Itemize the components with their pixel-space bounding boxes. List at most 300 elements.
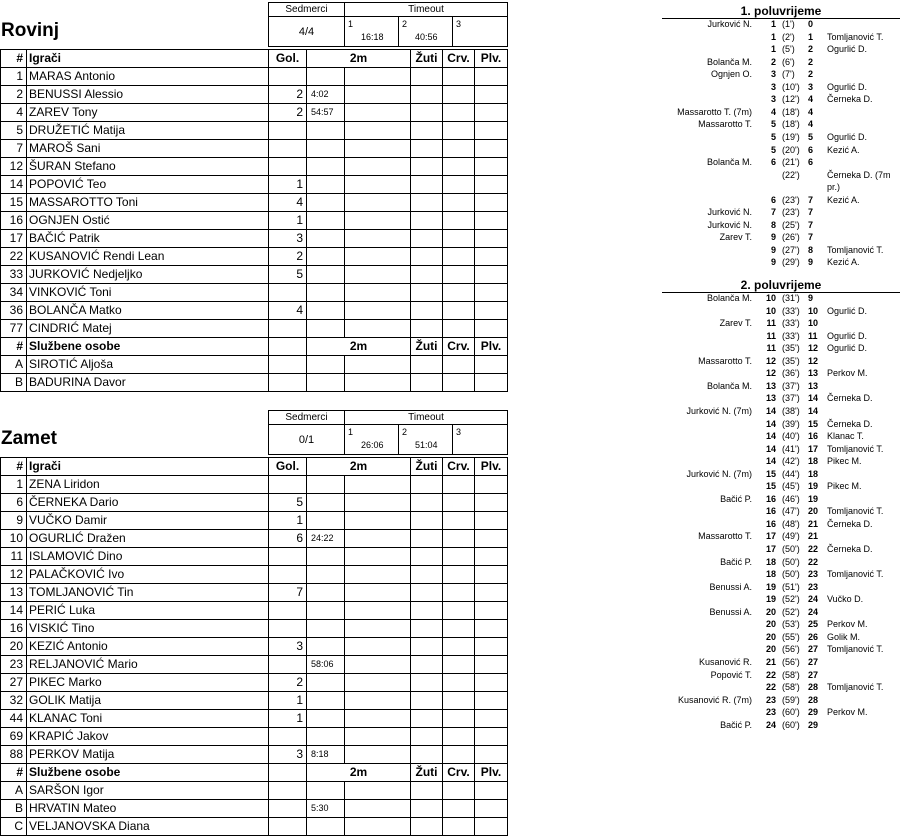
score-away: 10 xyxy=(808,305,819,316)
player-goals: 2 xyxy=(269,674,307,692)
event-minute: (25') xyxy=(782,219,800,230)
player-number: 5 xyxy=(1,122,27,140)
player-name: MASSAROTTO Toni xyxy=(27,194,269,212)
scorer-home: Kusanović R. (7m) xyxy=(677,694,752,705)
timeout-1: 1 26:06 xyxy=(345,425,399,455)
goal-event xyxy=(0,719,900,732)
col-blue-header: Plv. xyxy=(475,338,508,356)
score-home: 6 xyxy=(770,157,776,168)
scorer-away: Ogurlić D. xyxy=(827,44,868,55)
player-number: 34 xyxy=(1,284,27,302)
player-name: KUSANOVIĆ Rendi Lean xyxy=(27,248,269,266)
score-home: 12 xyxy=(766,355,777,366)
col-2m-header: 2m xyxy=(307,50,411,68)
player-number: 15 xyxy=(1,194,27,212)
score-home: 14 xyxy=(766,443,777,454)
scorer-home: Bolanča M. xyxy=(706,293,752,303)
player-number: 12 xyxy=(1,158,27,176)
official-2m-2 xyxy=(345,782,411,800)
score-home: 5 xyxy=(770,131,776,142)
score-home: 9 xyxy=(770,232,776,243)
player-number: 14 xyxy=(1,602,27,620)
score-home: 14 xyxy=(766,456,777,467)
player-2m-1: 4:02 xyxy=(307,86,345,104)
col-number-header: # xyxy=(1,764,27,782)
goal-event xyxy=(0,131,900,144)
player-goals: 5 xyxy=(269,494,307,512)
score-home: 18 xyxy=(766,556,777,567)
score-home: 22 xyxy=(766,682,777,693)
player-2m-2 xyxy=(345,746,411,764)
player-name: PERKOV Matija xyxy=(27,746,269,764)
goal-event xyxy=(0,405,900,418)
col-goals-header: Gol. xyxy=(269,50,307,68)
scorer-away: pr.) xyxy=(827,182,841,193)
player-name: ŠURAN Stefano xyxy=(27,158,269,176)
col-blue-header: Plv. xyxy=(475,50,508,68)
goal-event xyxy=(0,631,900,644)
goal-event xyxy=(0,206,900,219)
col-officials-header: Službene osobe xyxy=(27,338,269,356)
score-away: 13 xyxy=(808,368,819,379)
official-letter: C xyxy=(1,818,27,836)
score-home: 6 xyxy=(770,194,776,205)
player-goals: 2 xyxy=(269,248,307,266)
player-number: 16 xyxy=(1,620,27,638)
goal-event xyxy=(0,430,900,443)
score-away: 4 xyxy=(808,119,814,130)
score-home: 17 xyxy=(766,531,777,542)
scorer-home: Massarotto T. xyxy=(698,531,752,542)
player-2m-1: 58:06 xyxy=(307,656,345,674)
sedmerci-value: 4/4 xyxy=(269,17,345,47)
event-minute: (37') xyxy=(782,380,800,391)
event-minute: (21') xyxy=(782,157,800,168)
score-away: 0 xyxy=(808,19,814,29)
official-letter: A xyxy=(1,356,27,374)
col-players-header: Igrači xyxy=(27,50,269,68)
player-2m-1: 54:57 xyxy=(307,104,345,122)
event-minute: (52') xyxy=(782,594,800,605)
score-away: 27 xyxy=(808,656,819,667)
score-away: 14 xyxy=(808,393,819,404)
score-home: 14 xyxy=(766,431,777,442)
col-2m-header: 2m xyxy=(307,458,411,476)
event-minute: (50') xyxy=(782,569,800,580)
scorer-away: Černeka D. xyxy=(827,393,873,404)
event-minute: (22') xyxy=(782,169,800,180)
scorer-home: Ognjen O. xyxy=(710,69,752,80)
score-away: 13 xyxy=(808,380,819,391)
scorer-away: Tomljanović T. xyxy=(827,682,884,693)
goal-event xyxy=(0,480,900,493)
scorer-home: Bačić P. xyxy=(720,719,752,730)
score-home: 5 xyxy=(770,119,776,130)
col-yellow-header: Žuti xyxy=(411,458,443,476)
event-minute: (42') xyxy=(782,456,800,467)
score-home: 1 xyxy=(770,31,776,42)
player-name: KRAPIĆ Jakov xyxy=(27,728,269,746)
event-minute: (49') xyxy=(782,531,800,542)
team-name-away: Zamet xyxy=(1,428,57,449)
event-minute: (1') xyxy=(782,19,795,29)
score-away: 2 xyxy=(808,44,814,55)
event-minute: (56') xyxy=(782,656,800,667)
score-home: 10 xyxy=(766,305,777,316)
score-away: 1 xyxy=(808,31,814,42)
score-away: 28 xyxy=(808,682,819,693)
goal-event xyxy=(0,68,900,81)
col-red-header: Crv. xyxy=(443,458,475,476)
goal-event xyxy=(0,669,900,682)
event-minute: (31') xyxy=(782,293,800,303)
event-minute: (56') xyxy=(782,644,800,655)
event-minute: (23') xyxy=(782,207,800,218)
score-away: 7 xyxy=(808,219,814,230)
score-home: 21 xyxy=(766,656,777,667)
goal-event xyxy=(0,31,900,44)
score-away: 26 xyxy=(808,631,819,642)
player-number: 16 xyxy=(1,212,27,230)
player-red xyxy=(443,746,475,764)
goal-event xyxy=(0,244,900,257)
event-minute: (5') xyxy=(782,44,795,55)
goal-event xyxy=(0,455,900,468)
goal-event xyxy=(0,181,900,194)
scorer-home: Jurković N. xyxy=(707,207,752,218)
player-name: VUČKO Damir xyxy=(27,512,269,530)
goal-event xyxy=(0,18,900,31)
score-away: 9 xyxy=(808,257,814,268)
goal-event xyxy=(0,342,900,355)
score-home: 15 xyxy=(766,481,777,492)
event-minute: (2') xyxy=(782,31,795,42)
score-away: 19 xyxy=(808,481,819,492)
score-away: 25 xyxy=(808,619,819,630)
goal-event xyxy=(0,643,900,656)
player-name: JURKOVIĆ Nedjeljko xyxy=(27,266,269,284)
score-away: 28 xyxy=(808,694,819,705)
score-away: 6 xyxy=(808,144,814,155)
player-goals: 7 xyxy=(269,584,307,602)
player-name: VINKOVIĆ Toni xyxy=(27,284,269,302)
table-row xyxy=(1,746,508,764)
goal-event xyxy=(0,317,900,330)
event-minute: (39') xyxy=(782,418,800,429)
goal-event xyxy=(0,656,900,669)
player-name: OGNJEN Ostić xyxy=(27,212,269,230)
scorer-away: Ogurlić D. xyxy=(827,343,868,354)
goal-event xyxy=(0,593,900,606)
official-yellow xyxy=(411,800,443,818)
official-yellow xyxy=(411,782,443,800)
event-minute: (52') xyxy=(782,606,800,617)
official-name: SIROTIĆ Aljoša xyxy=(27,356,269,374)
goal-event xyxy=(0,93,900,106)
score-away: 20 xyxy=(808,506,819,517)
player-name: KEZIĆ Antonio xyxy=(27,638,269,656)
goal-event xyxy=(0,106,900,119)
goal-event xyxy=(0,380,900,393)
goal-event xyxy=(0,43,900,56)
score-home: 11 xyxy=(766,330,776,341)
score-away: 15 xyxy=(808,418,819,429)
player-name: CINDRIĆ Matej xyxy=(27,320,269,338)
timeout-2: 2 40:56 xyxy=(399,17,453,47)
event-minute: (6') xyxy=(782,56,795,67)
score-home: 20 xyxy=(766,606,777,617)
scorer-home: Bolanča M. xyxy=(706,157,752,168)
goal-event xyxy=(0,330,900,343)
player-name: PALAČKOVIĆ Ivo xyxy=(27,566,269,584)
scorer-away: Tomljanović T. xyxy=(827,506,884,517)
event-minute: (35') xyxy=(782,355,800,366)
event-minute: (19') xyxy=(782,131,800,142)
player-number: 77 xyxy=(1,320,27,338)
event-minute: (37') xyxy=(782,393,800,404)
scorer-away: Ogurlić D. xyxy=(827,305,868,316)
score-away: 27 xyxy=(808,644,819,655)
col-yellow-header: Žuti xyxy=(411,764,443,782)
player-number: 4 xyxy=(1,104,27,122)
score-away: 11 xyxy=(808,330,818,341)
score-home: 2 xyxy=(770,56,776,67)
score-home: 3 xyxy=(770,69,776,80)
player-name: GOLIK Matija xyxy=(27,692,269,710)
player-name: MAROŠ Sani xyxy=(27,140,269,158)
player-blue xyxy=(475,746,508,764)
scorer-home: Kusanović R. xyxy=(698,656,752,667)
player-name: KLANAC Toni xyxy=(27,710,269,728)
goal-event xyxy=(0,231,900,244)
official-name: BADURINA Davor xyxy=(27,374,269,392)
table-row xyxy=(1,800,508,818)
scorer-home: Bolanča M. xyxy=(706,380,752,391)
player-goals: 6 xyxy=(269,530,307,548)
score-home: 11 xyxy=(766,318,776,329)
col-red-header: Crv. xyxy=(443,338,475,356)
player-name: DRUŽETIĆ Matija xyxy=(27,122,269,140)
score-away: 23 xyxy=(808,569,819,580)
score-away: 4 xyxy=(808,94,814,105)
sedmerci-label: Sedmerci xyxy=(269,3,345,17)
official-letter: A xyxy=(1,782,27,800)
officials-header xyxy=(1,764,508,782)
goal-event xyxy=(0,118,900,131)
event-minute: (45') xyxy=(782,481,800,492)
player-number: 27 xyxy=(1,674,27,692)
scorer-away: Pikec M. xyxy=(827,481,862,492)
score-home: 16 xyxy=(766,518,777,529)
timeout-2: 2 51:04 xyxy=(399,425,453,455)
player-goals: 3 xyxy=(269,638,307,656)
official-blue xyxy=(475,782,508,800)
player-number: 1 xyxy=(1,68,27,86)
goal-event xyxy=(0,156,900,169)
scorer-away: Kezić A. xyxy=(827,194,860,205)
player-name: ISLAMOVIĆ Dino xyxy=(27,548,269,566)
scorer-home: Benussi A. xyxy=(709,606,752,617)
score-home: 4 xyxy=(770,106,776,117)
event-minute: (29') xyxy=(782,257,800,268)
team-name-home: Rovinj xyxy=(1,20,60,41)
player-name: ČERNEKA Dario xyxy=(27,494,269,512)
score-away: 19 xyxy=(808,493,819,504)
player-number: 13 xyxy=(1,584,27,602)
score-away: 12 xyxy=(808,343,819,354)
scorer-away: Tomljanović T. xyxy=(827,244,884,255)
score-away: 24 xyxy=(808,594,819,605)
player-number: 23 xyxy=(1,656,27,674)
col-officials-header: Službene osobe xyxy=(27,764,269,782)
player-goals: 1 xyxy=(269,512,307,530)
score-home: 19 xyxy=(766,594,777,605)
event-minute: (50') xyxy=(782,556,800,567)
col-2m-header: 2m xyxy=(307,338,411,356)
player-name: RELJANOVIĆ Mario xyxy=(27,656,269,674)
scorer-away: Ogurlić D. xyxy=(827,330,868,341)
score-home: 23 xyxy=(766,707,777,718)
event-minute: (46') xyxy=(782,493,800,504)
score-home: 9 xyxy=(770,257,776,268)
event-minute: (7') xyxy=(782,69,795,80)
player-goals: 1 xyxy=(269,176,307,194)
event-minute: (60') xyxy=(782,707,800,718)
col-players-header: Igrači xyxy=(27,458,269,476)
goal-event xyxy=(0,305,900,318)
scorer-away: Černeka D. xyxy=(827,518,873,529)
score-home: 19 xyxy=(766,581,777,592)
score-home: 8 xyxy=(770,219,776,230)
player-name: PIKEC Marko xyxy=(27,674,269,692)
player-number: 11 xyxy=(1,548,27,566)
half2-title: 2. poluvrijeme xyxy=(662,279,900,293)
scorer-away: Kezić A. xyxy=(827,144,860,155)
goal-event xyxy=(0,219,900,232)
player-name: BOLANČA Matko xyxy=(27,302,269,320)
scorer-home: Jurković N. (7m) xyxy=(686,405,752,416)
scorer-home: Massarotto T. (7m) xyxy=(677,106,752,117)
scorer-home: Jurković N. xyxy=(707,219,752,230)
goal-event xyxy=(0,443,900,456)
scorer-away: Perkov M. xyxy=(827,707,868,718)
goal-event xyxy=(0,169,900,182)
scorer-away: Perkov M. xyxy=(827,368,868,379)
event-minute: (44') xyxy=(782,468,800,479)
official-red xyxy=(443,782,475,800)
official-blue xyxy=(475,800,508,818)
score-away: 14 xyxy=(808,405,819,416)
score-away: 21 xyxy=(808,531,819,542)
event-minute: (33') xyxy=(782,330,800,341)
player-number: 44 xyxy=(1,710,27,728)
goal-event xyxy=(0,292,900,305)
scorer-away: Černeka D. xyxy=(827,544,873,554)
player-name: PERIĆ Luka xyxy=(27,602,269,620)
goal-event xyxy=(0,681,900,694)
col-number-header: # xyxy=(1,50,27,68)
score-home: 7 xyxy=(770,207,776,218)
score-home: 14 xyxy=(766,405,777,416)
score-away: 2 xyxy=(808,56,814,67)
player-number: 10 xyxy=(1,530,27,548)
player-number: 14 xyxy=(1,176,27,194)
player-number: 69 xyxy=(1,728,27,746)
goal-event xyxy=(0,81,900,94)
event-minute: (51') xyxy=(782,581,800,592)
col-red-header: Crv. xyxy=(443,50,475,68)
score-away: 23 xyxy=(808,581,819,592)
event-minute: (40') xyxy=(782,431,800,442)
score-home: 1 xyxy=(770,19,776,29)
event-minute: (48') xyxy=(782,518,800,529)
goal-event xyxy=(0,392,900,405)
score-home: 3 xyxy=(770,94,776,105)
goal-event xyxy=(0,505,900,518)
player-number: 32 xyxy=(1,692,27,710)
col-number-header: # xyxy=(1,338,27,356)
score-away: 4 xyxy=(808,106,814,117)
scorer-home: Massarotto T. xyxy=(698,355,752,366)
player-number: 36 xyxy=(1,302,27,320)
player-goals: 1 xyxy=(269,710,307,728)
score-away: 22 xyxy=(808,544,819,554)
goal-event xyxy=(0,418,900,431)
player-number: 6 xyxy=(1,494,27,512)
sedmerci-label: Sedmerci xyxy=(269,411,345,425)
player-2m-1: 24:22 xyxy=(307,530,345,548)
event-minute: (55') xyxy=(782,631,800,642)
score-away: 27 xyxy=(808,669,819,680)
half1-title: 1. poluvrijeme xyxy=(662,5,900,19)
official-empty xyxy=(269,782,307,800)
scorer-away: Pikec M. xyxy=(827,456,862,467)
score-home: 11 xyxy=(766,343,776,354)
score-home: 15 xyxy=(766,468,777,479)
score-home: 24 xyxy=(766,719,777,730)
score-away: 7 xyxy=(808,207,814,218)
player-2m-1: 8:18 xyxy=(307,746,345,764)
official-name: SARŠON Igor xyxy=(27,782,269,800)
score-away: 6 xyxy=(808,157,814,168)
event-minute: (23') xyxy=(782,194,800,205)
player-goals: 4 xyxy=(269,302,307,320)
score-home: 20 xyxy=(766,631,777,642)
player-number: 2 xyxy=(1,86,27,104)
goal-event xyxy=(0,706,900,719)
timeout-1: 1 16:18 xyxy=(345,17,399,47)
player-name: BAČIĆ Patrik xyxy=(27,230,269,248)
scorer-away: Černeka D. (7m xyxy=(827,169,891,180)
table-row xyxy=(1,782,508,800)
player-goals: 2 xyxy=(269,104,307,122)
player-number: 9 xyxy=(1,512,27,530)
scorer-home: Bačić P. xyxy=(720,493,752,504)
score-home: 20 xyxy=(766,644,777,655)
score-away: 16 xyxy=(808,431,819,442)
score-away: 18 xyxy=(808,456,819,467)
goal-event xyxy=(0,355,900,368)
event-minute: (10') xyxy=(782,81,800,92)
score-home: 17 xyxy=(766,544,777,554)
scorer-away: Klanac T. xyxy=(827,431,864,442)
event-minute: (20') xyxy=(782,144,800,155)
score-away: 7 xyxy=(808,194,814,205)
col-goals-header: Gol. xyxy=(269,458,307,476)
scorer-away: Ogurlić D. xyxy=(827,81,868,92)
player-number: 88 xyxy=(1,746,27,764)
player-number: 33 xyxy=(1,266,27,284)
